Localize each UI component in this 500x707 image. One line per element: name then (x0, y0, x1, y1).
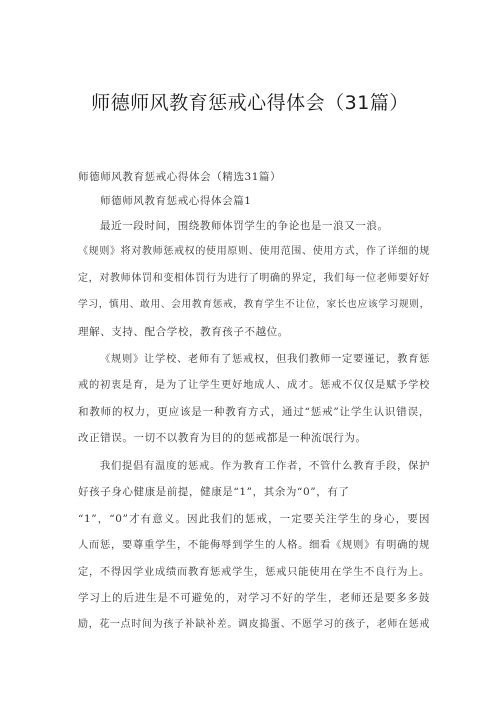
section-heading: 师德师风教育惩戒心得体会篇1 (100, 195, 252, 207)
paragraph-line: 理解、支持、配合学校，教育孩子不越位。 (78, 326, 289, 338)
paragraph-line: “1”，“0”才有意义。因此我们的惩戒，一定要关注学生的身心，要因 (78, 513, 430, 525)
paragraph-line: 学习，慎用、敢用、会用教育惩戒，教育学生不让位，家长也应该学习规则， (78, 299, 430, 310)
paragraph-line: 《规则》让学校、老师有了惩戒权，但我们教师一定要谨记，教育惩 (100, 353, 430, 365)
paragraph-line: 励，花一点时间为孩子补缺补差。调皮捣蛋、不愿学习的孩子，老师在惩戒 (78, 619, 430, 630)
paragraph-line: 改正错误。一切不以教育为目的的惩戒都是一种流氓行为。 (78, 432, 367, 444)
paragraph-line: 我们提倡有温度的惩戒。作为教育工作者，不管什么教育手段，保护 (100, 460, 430, 472)
paragraph-line: 《规则》将对教师惩戒权的使用原则、使用范围、使用方式，作了详细的规 (78, 246, 430, 257)
document-subtitle: 师德师风教育惩戒心得体会（精选31篇） (78, 171, 282, 183)
paragraph-line: 最近一段时间，围绕教师体罚学生的争论也是一浪又一浪。 (100, 220, 389, 232)
paragraph-line: 好孩子身心健康是前提，健康是“1”，其余为“0”，有了 (78, 486, 350, 498)
paragraph-line: 戒的初衷是育，是为了让学生更好地成人、成才。惩戒不仅仅是赋予学校 (78, 379, 430, 391)
document-title: 师德师风教育惩戒心得体会（31篇） (91, 92, 409, 114)
paragraph-line: 人而惩，要尊重学生，不能侮辱到学生的人格。细看《规则》有明确的规 (78, 539, 430, 551)
paragraph-line: 定，不得因学业成绩而教育惩戒学生，惩戒只能使用在学生不良行为上。 (78, 566, 430, 578)
paragraph-line: 定，对教师体罚和变相体罚行为进行了明确的界定，我们每一位老师要好好 (78, 273, 430, 284)
paragraph-line: 学习上的后进生是不可避免的，对学习不好的学生，老师还是要多多鼓 (78, 592, 430, 604)
paragraph-line: 和教师的权力，更应该是一种教育方式，通过“惩戒”让学生认识错误， (78, 406, 430, 418)
